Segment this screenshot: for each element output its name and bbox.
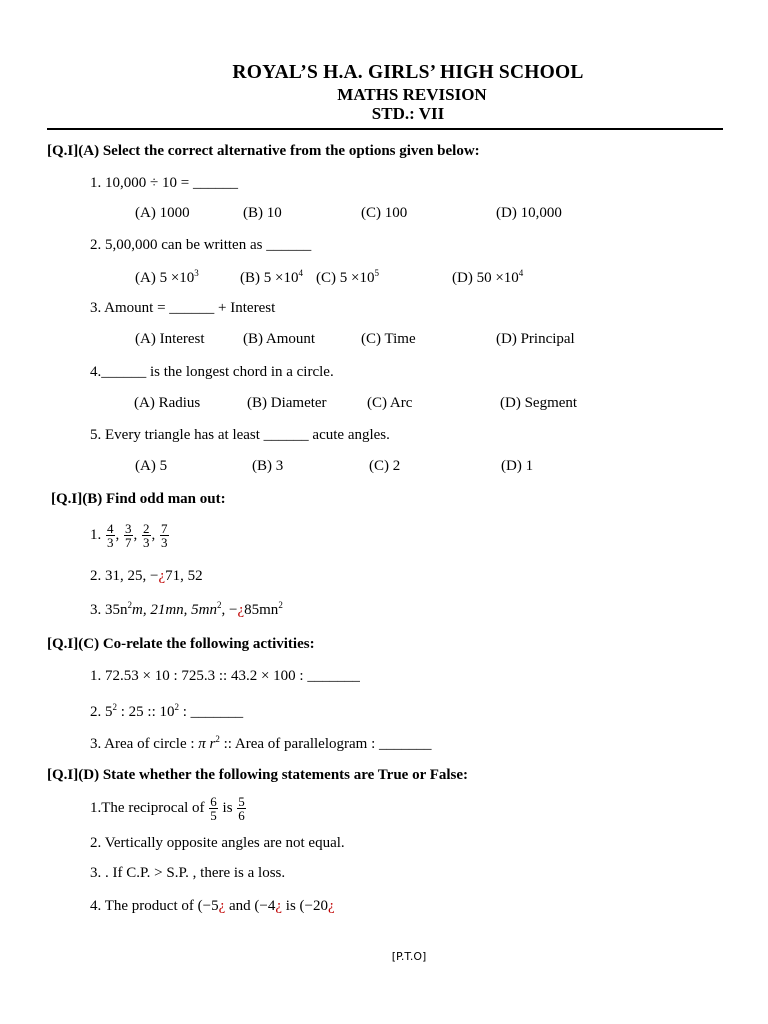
option-a3-d: (D) Principal xyxy=(496,331,575,347)
question-b3: 3. $35n^2m$, 21mn, $5mn^2$, $-¿85mn^2$ xyxy=(90,600,283,618)
option-a1-a: (A) 1000 xyxy=(135,205,190,221)
option-a4-c: (C) Arc xyxy=(367,395,413,411)
fraction: $\frac{2}{3}$ xyxy=(143,521,150,550)
question-d4: 4. The product of (−5¿ and (−4¿ is (−20¿ xyxy=(90,898,335,914)
option-a5-b: (B) 3 xyxy=(252,458,284,474)
std-label: STD.: VII xyxy=(371,104,445,123)
header-divider xyxy=(47,128,723,130)
fraction: $\frac{5}{6}$ xyxy=(238,794,245,823)
question-c2: 2. $5^2$ : 25 :: $10^2$ : _______ xyxy=(90,702,244,720)
question-b1: 1. $\frac{4}{3}$ , $\frac{3}{7}$ , $\frac{2}{3}$ , $\frac{7}{3}$ xyxy=(90,521,168,550)
option-a3-a: (A) Interest xyxy=(135,331,205,347)
option-a3-c: (C) Time xyxy=(361,331,416,347)
question-b1-label: 1. xyxy=(90,526,102,543)
option-a1-c: (C) 100 xyxy=(361,205,408,221)
option-a1-d: (D) 10,000 xyxy=(496,205,562,221)
section-b-title: [Q.I](B) Find odd man out: xyxy=(51,491,226,507)
question-a5: 5. Every triangle has at least ______ acute angles. xyxy=(90,427,390,443)
question-c3: 3. Area of circle : π $r^2$ :: Area of parallelogram : _______ xyxy=(90,734,432,752)
question-d3: 3. . If C.P. > S.P. , there is a loss. xyxy=(90,865,286,881)
question-c1: 1. 72.53 × 10 : 725.3 :: 43.2 × 100 : _______ xyxy=(90,668,360,684)
question-a4: 4.______ is the longest chord in a circle. xyxy=(90,364,334,380)
question-d1: 1.The reciprocal of $\frac{6}{5}$ is $\frac{5}{6}$ xyxy=(90,794,245,823)
section-c-title: [Q.I](C) Co-relate the following activities: xyxy=(47,636,315,652)
option-a3-b: (B) Amount xyxy=(243,331,316,347)
option-a4-a: (A) Radius xyxy=(134,395,201,411)
fraction: $\frac{3}{7}$ xyxy=(125,521,132,550)
option-a2-b: (B) $5 \times 10^4$ xyxy=(240,268,303,286)
option-a1-b: (B) 10 xyxy=(243,205,282,221)
option-a2-c: (C) $5 \times 10^5$ xyxy=(316,268,379,286)
school-name: ROYAL’S H.A. GIRLS’ HIGH SCHOOL xyxy=(232,62,584,83)
option-a4-d: (D) Segment xyxy=(500,395,578,411)
option-a5-c: (C) 2 xyxy=(369,458,401,474)
option-a2-d: (D) $50 \times 10^4$ xyxy=(452,268,524,286)
question-a2: 2. 5,00,000 can be written as ______ xyxy=(90,237,312,253)
option-a2-a: (A) $5 \times 10^3$ xyxy=(135,268,199,286)
option-a5-a: (A) 5 xyxy=(135,458,168,474)
option-a4-b: (B) Diameter xyxy=(247,395,327,411)
question-a1: 1. 10,000 ÷ 10 = ______ xyxy=(90,175,238,191)
fraction: $\frac{7}{3}$ xyxy=(161,521,168,550)
question-d2: 2. Vertically opposite angles are not equal. xyxy=(90,835,345,851)
subject-title: MATHS REVISION xyxy=(337,85,487,104)
section-a-title: [Q.I](A) Select the correct alternative from the options given below: xyxy=(47,143,480,159)
section-d-title: [Q.I](D) State whether the following statements are True or False: xyxy=(47,767,469,783)
option-a5-d: (D) 1 xyxy=(501,458,534,474)
question-b2: 2. 31, 25, −¿71, 52 xyxy=(90,568,203,584)
question-a3: 3. Amount = ______ + Interest xyxy=(90,300,276,316)
page-footer: [P.T.O] xyxy=(391,950,427,963)
fraction: $\frac{4}{3}$ xyxy=(107,521,114,550)
fraction: $\frac{6}{5}$ xyxy=(210,794,217,823)
